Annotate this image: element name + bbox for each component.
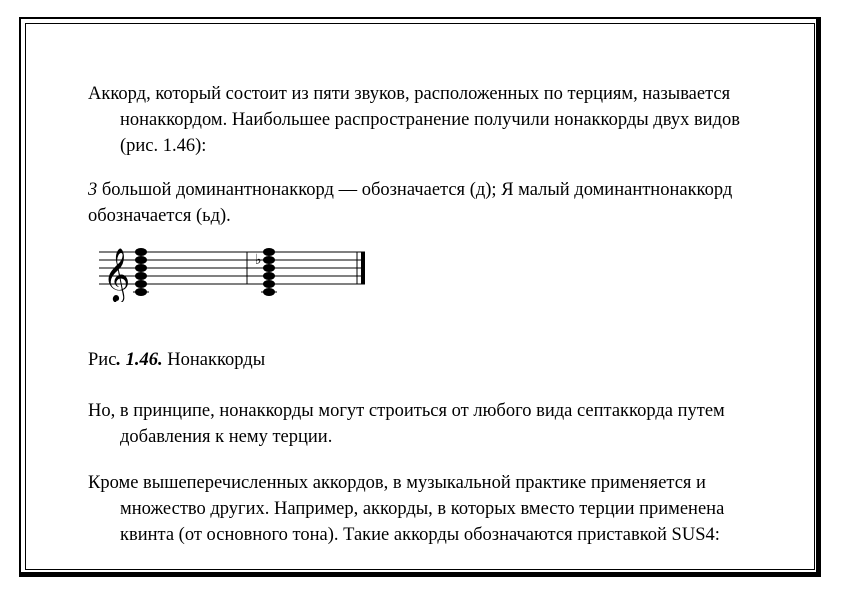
text-line: обозначается (ьд). xyxy=(88,206,231,226)
italic-number: 3 xyxy=(88,180,98,200)
treble-clef-icon: 𝄞 xyxy=(103,247,131,301)
text-line: нонаккордом. Наибольшее распространение получили нонаккорды двух видов xyxy=(120,110,740,130)
flat-icon: ♭ xyxy=(255,252,262,268)
figure-caption xyxy=(88,347,788,373)
text-line: Аккорд, который состоит из пяти звуков, расположенных по терциям, называется xyxy=(88,84,731,104)
caption-title: Нонаккорды xyxy=(162,350,266,370)
text-line xyxy=(88,177,788,203)
text-line: добавления к нему терции. xyxy=(120,427,333,447)
text-line: множество других. Например, аккорды, в которых вместо терции применена xyxy=(120,499,725,519)
text-fragment: большой доминантнонаккорд — обозначается (д); Я малый доминантнонаккорд xyxy=(97,180,733,200)
caption-prefix: Рис xyxy=(88,350,117,370)
paragraph-ninth-from-seventh xyxy=(88,398,820,450)
chord-dominant-minor-ninth xyxy=(263,248,275,296)
paragraph-ninth-chord-types xyxy=(88,177,788,229)
caption-number: . 1.46. xyxy=(116,350,163,370)
paragraph-ninth-chord-definition xyxy=(88,81,820,159)
final-barline-thick xyxy=(361,252,365,284)
music-score-figure xyxy=(95,238,375,302)
text-line: (рис. 1.46): xyxy=(120,136,207,156)
paragraph-other-chords xyxy=(88,470,820,548)
text-line: Кроме вышеперечисленных аккордов, в музыкальной практике применяется и xyxy=(88,473,706,493)
chord-dominant-major-ninth xyxy=(135,248,147,296)
text-line: квинта (от основного тона). Такие аккорды обозначаются приставкой SUS4: xyxy=(120,525,720,545)
text-line: Но, в принципе, нонаккорды могут строиться от любого вида септаккорда путем xyxy=(88,401,725,421)
